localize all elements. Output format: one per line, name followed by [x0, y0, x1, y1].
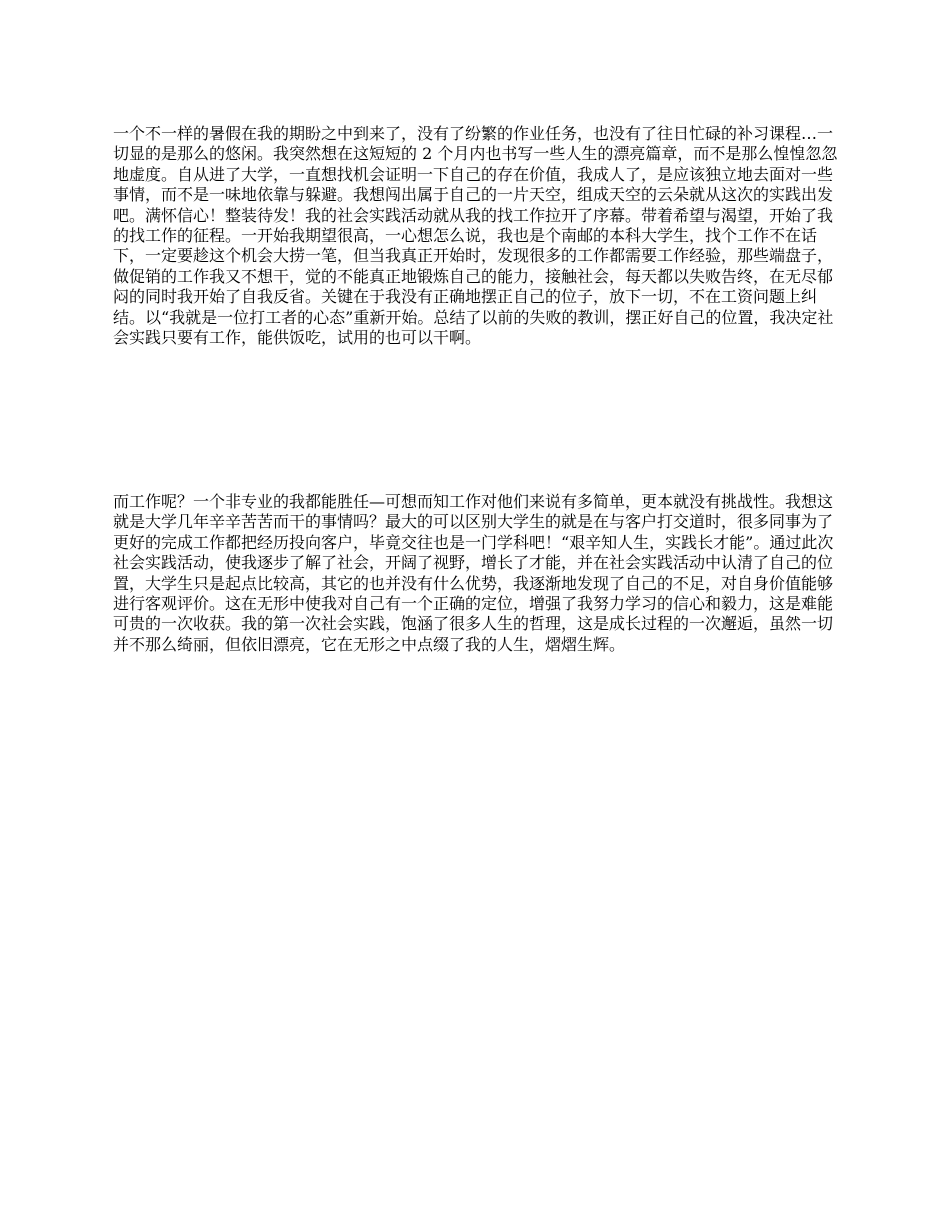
paragraph-practice-reflection: 而工作呢？一个非专业的我都能胜任—可想而知工作对他们来说有多简单，更本就没有挑战性。我想这就是大学几年辛辛苦苦而干的事情吗？最大的可以区别大学生的就是在与客户打交道时，很多同事为了更好的完成工作都把经历投向客户，毕竟交往也是一门学科吧！“艰辛知人生，实践长才能”。通过此次社会实践活动，使我逐步了解了社会，开阔了视野，增长了才能，并在社会实践活动中认清了自己的位置，大学生只是起点比较高，其它的也并没有什么优势，我逐渐地发现了自己的不足，对自身价值能够进行客观评价。这在无形中使我对自己有一个正确的定位，增强了我努力学习的信心和毅力，这是难能可贵的一次收获。我的第一次社会实践，饱涵了很多人生的哲理，这是成长过程的一次邂逅，虽然一切并不那么绮丽，但依旧漂亮，它在无形之中点缀了我的人生，熠熠生辉。	[113, 492, 834, 654]
paragraph-summer-job-search: 一个不一样的暑假在我的期盼之中到来了，没有了纷繁的作业任务，也没有了往日忙碌的补习课程…一切显的是那么的悠闲。我突然想在这短短的 2 个月内也书写一些人生的漂亮篇章，而不是那么惶惶忽忽地虚度。自从进了大学，一直想找机会证明一下自己的存在价值，我成人了，是应该独立地去面对一些事情，而不是一味地依靠与躲避。我想闯出属于自己的一片天空，组成天空的云朵就从这次的实践出发吧。满怀信心！整装待发！我的社会实践活动就从我的找工作拉开了序幕。带着希望与渴望，开始了我的找工作的征程。一开始我期望很高，一心想怎么说，我也是个南邮的本科大学生，找个工作不在话下，一定要趁这个机会大捞一笔，但当我真正开始时，发现很多的工作都需要工作经验，那些端盘子，做促销的工作我又不想干，觉的不能真正地锻炼自己的能力，接触社会，每天都以失败告终，在无尽郁闷的同时我开始了自我反省。关键在于我没有正确地摆正自己的位子，放下一切，不在工资问题上纠结。以“我就是一位打工者的心态”重新开始。总结了以前的失败的教训，摆正好自己的位置，我决定社会实践只要有工作，能供饭吃，试用的也可以干啊。	[113, 124, 838, 348]
